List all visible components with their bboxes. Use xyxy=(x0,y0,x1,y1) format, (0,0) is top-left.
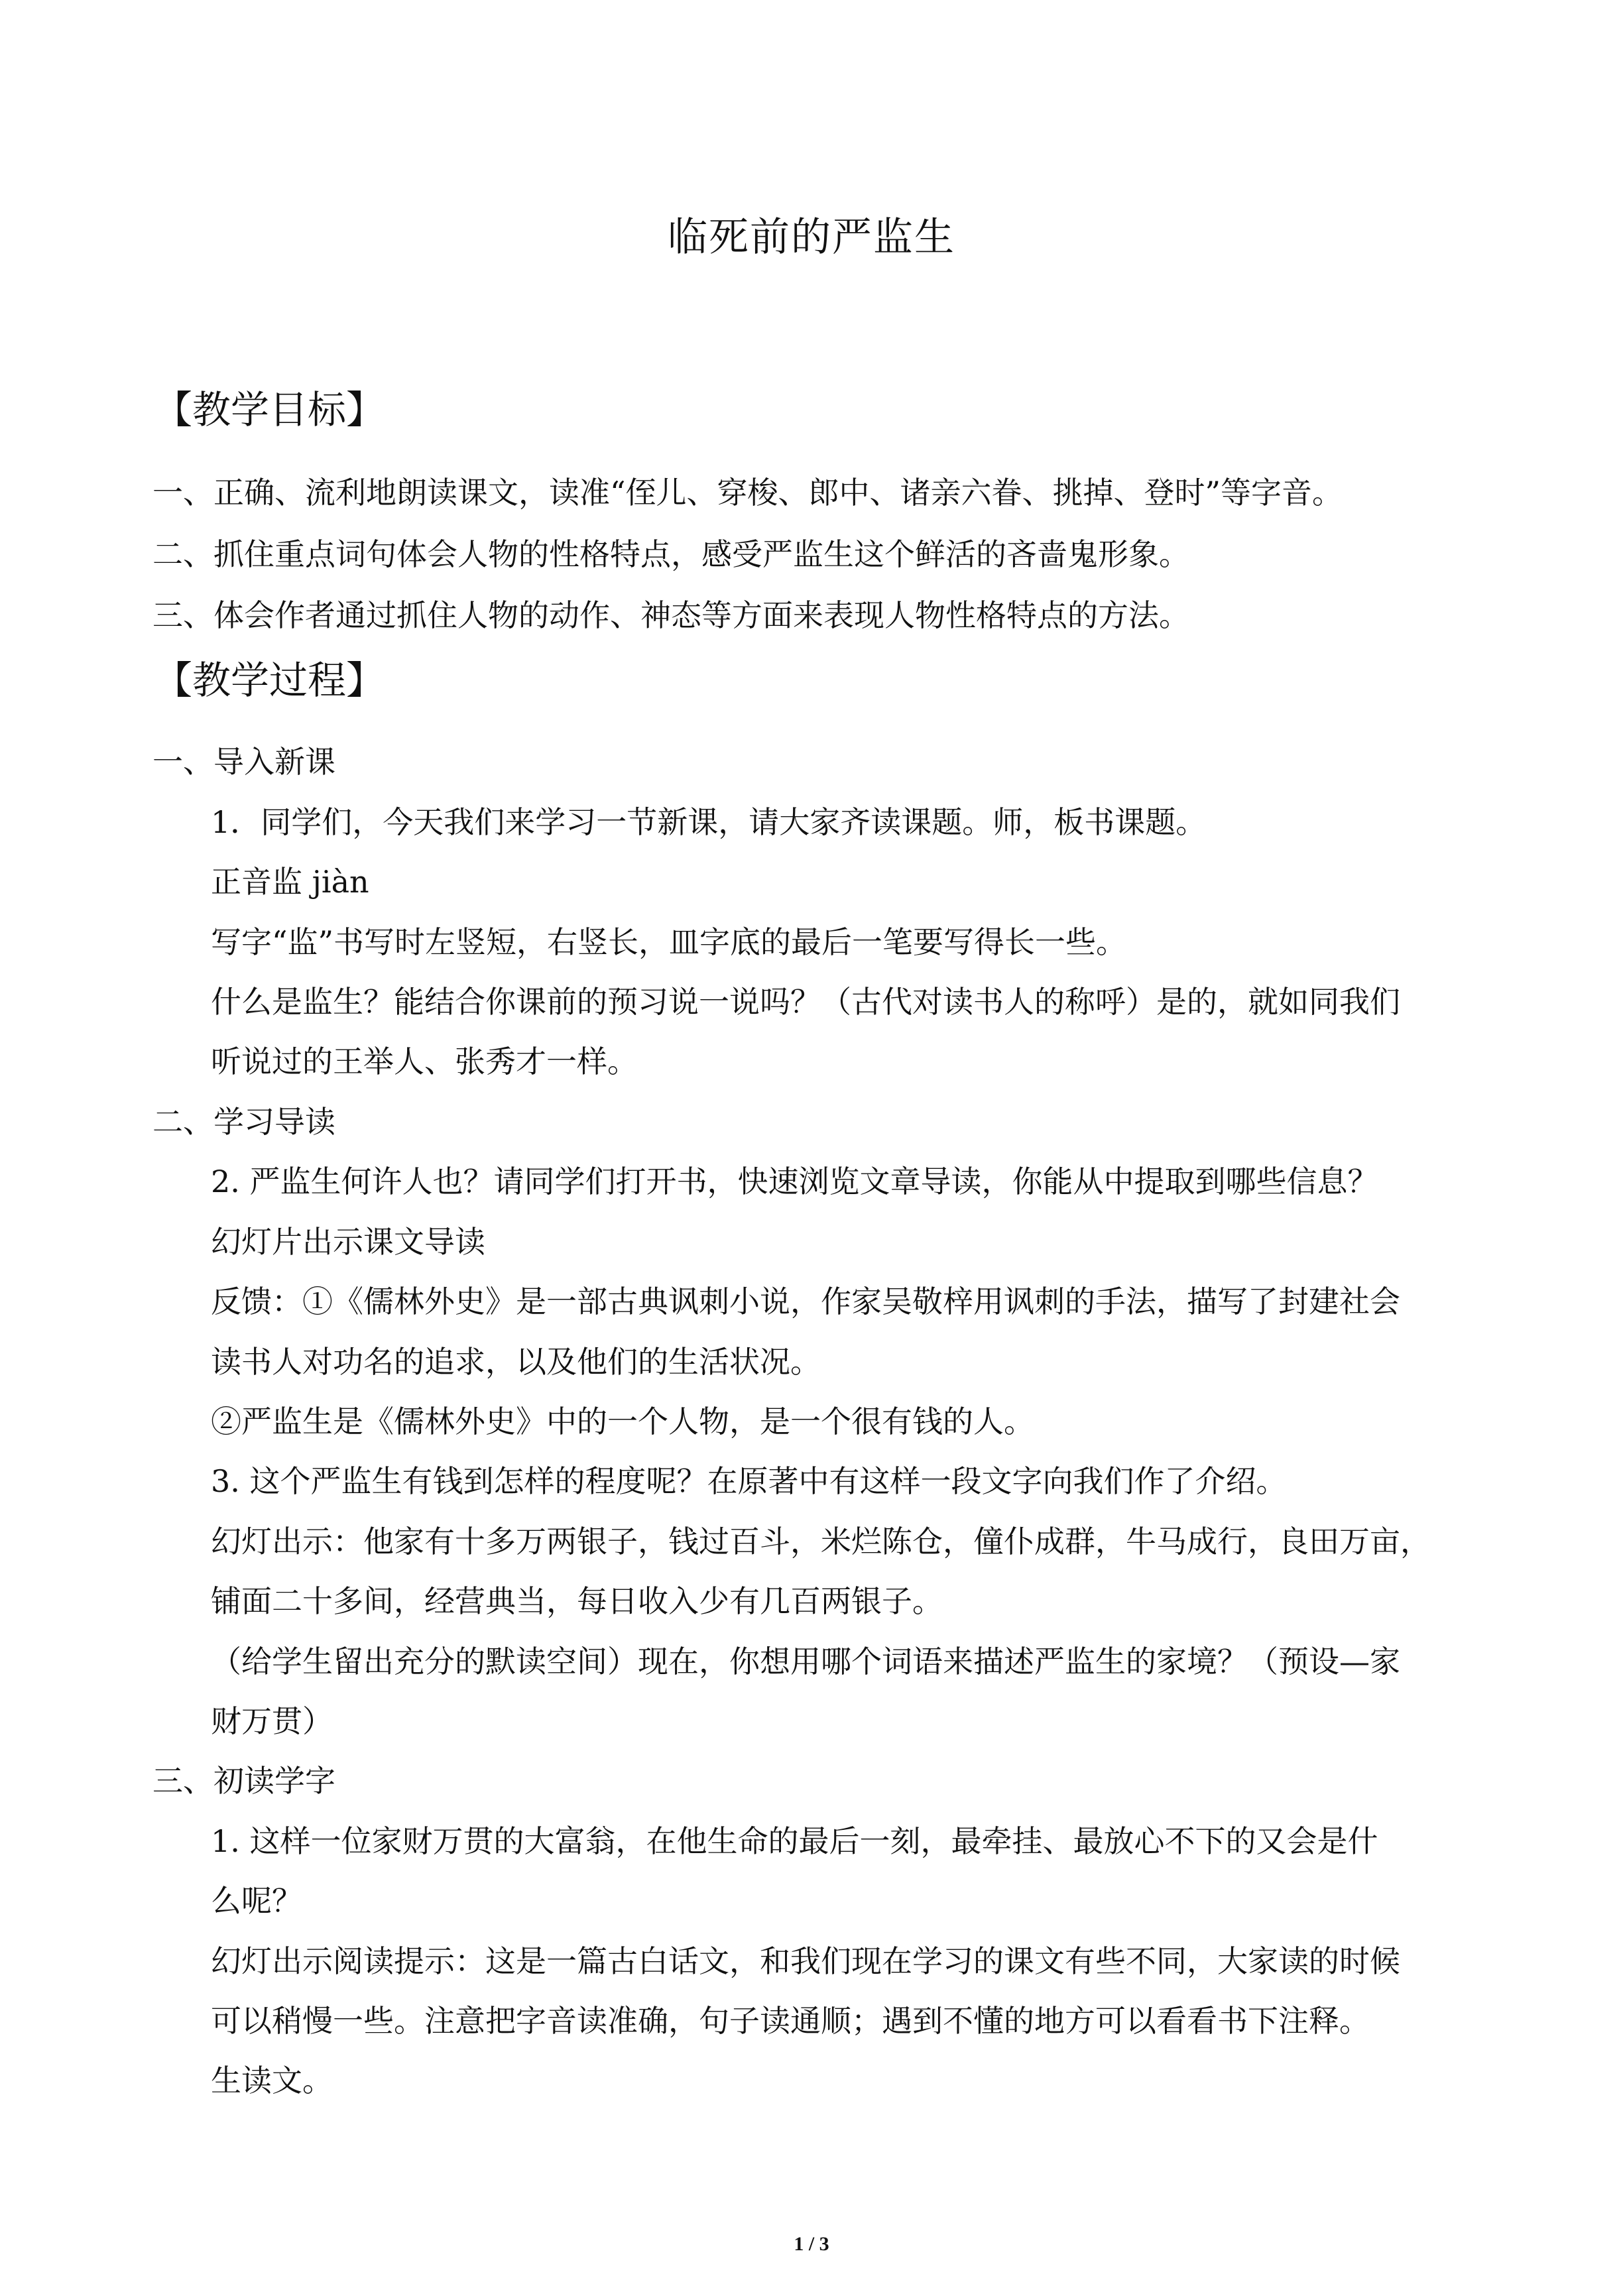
paragraph-line: 听说过的王举人、张秀才一样。 xyxy=(211,1044,638,1079)
paragraph-line: 幻灯出示阅读提示：这是一篇古白话文，和我们现在学习的课文有些不同，大家读的时候 xyxy=(211,1943,1400,1979)
paragraph-line: 生读文。 xyxy=(211,2063,333,2098)
paragraph-line: 可以稍慢一些。注意把字音读准确，句子读通顺；遇到不懂的地方可以看看书下注释。 xyxy=(211,2003,1370,2039)
paragraph-line: 1．同学们，今天我们来学习一节新课，请大家齐读课题。师，板书课题。 xyxy=(211,804,1207,840)
section-heading: 一、导入新课 xyxy=(152,744,335,780)
paragraph-line: 财万贯） xyxy=(211,1703,333,1739)
page-title: 临死前的严监生 xyxy=(668,214,955,261)
section-heading: 三、初读学字 xyxy=(152,1763,335,1799)
paragraph-line: 么呢？ xyxy=(211,1883,302,1919)
objective-item: 一、正确、流利地朗读课文，读准“侄儿、穿梭、郎中、诸亲六眷、挑掉、登时”等字音。 xyxy=(152,475,1343,511)
objectives-heading: 【教学目标】 xyxy=(154,387,385,432)
section-heading: 二、学习导读 xyxy=(152,1104,335,1140)
paragraph-line: 读书人对功名的追求，以及他们的生活状况。 xyxy=(211,1344,821,1380)
paragraph-line: 2. 严监生何许人也？请同学们打开书，快速浏览文章导读，你能从中提取到哪些信息？ xyxy=(211,1164,1378,1199)
paragraph-line: 幻灯片出示课文导读 xyxy=(211,1224,485,1260)
paragraph-line: 写字“监”书写时左竖短，右竖长，皿字底的最后一笔要写得长一些。 xyxy=(211,924,1127,960)
objective-item: 三、体会作者通过抓住人物的动作、神态等方面来表现人物性格特点的方法。 xyxy=(152,597,1189,633)
paragraph-line: 铺面二十多间，经营典当，每日收入少有几百两银子。 xyxy=(211,1583,943,1619)
paragraph-line: 反馈：①《儒林外史》是一部古典讽刺小说，作家吴敬梓用讽刺的手法，描写了封建社会 xyxy=(211,1284,1400,1319)
paragraph-line: 幻灯出示：他家有十多万两银子，钱过百斗，米烂陈仓，僮仆成群，牛马成行，良田万亩， xyxy=(211,1524,1431,1559)
paragraph-line: ②严监生是《儒林外史》中的一个人物，是一个很有钱的人。 xyxy=(211,1404,1034,1439)
paragraph-line: 1. 这样一位家财万贯的大富翁，在他生命的最后一刻，最牵挂、最放心不下的又会是什 xyxy=(211,1823,1378,1859)
paragraph-line: 3. 这个严监生有钱到怎样的程度呢？在原著中有这样一段文字向我们作了介绍。 xyxy=(211,1463,1287,1499)
paragraph-line: 正音监 jiàn xyxy=(211,864,369,900)
paragraph-line: 什么是监生？能结合你课前的预习说一说吗？（古代对读书人的称呼）是的，就如同我们 xyxy=(211,984,1400,1020)
paragraph-line: （给学生留出充分的默读空间）现在，你想用哪个词语来描述严监生的家境？（预设—家 xyxy=(211,1644,1400,1679)
objective-item: 二、抓住重点词句体会人物的性格特点，感受严监生这个鲜活的吝啬鬼形象。 xyxy=(152,536,1189,572)
process-heading: 【教学过程】 xyxy=(154,658,385,703)
page-number: 1 / 3 xyxy=(794,2233,829,2255)
